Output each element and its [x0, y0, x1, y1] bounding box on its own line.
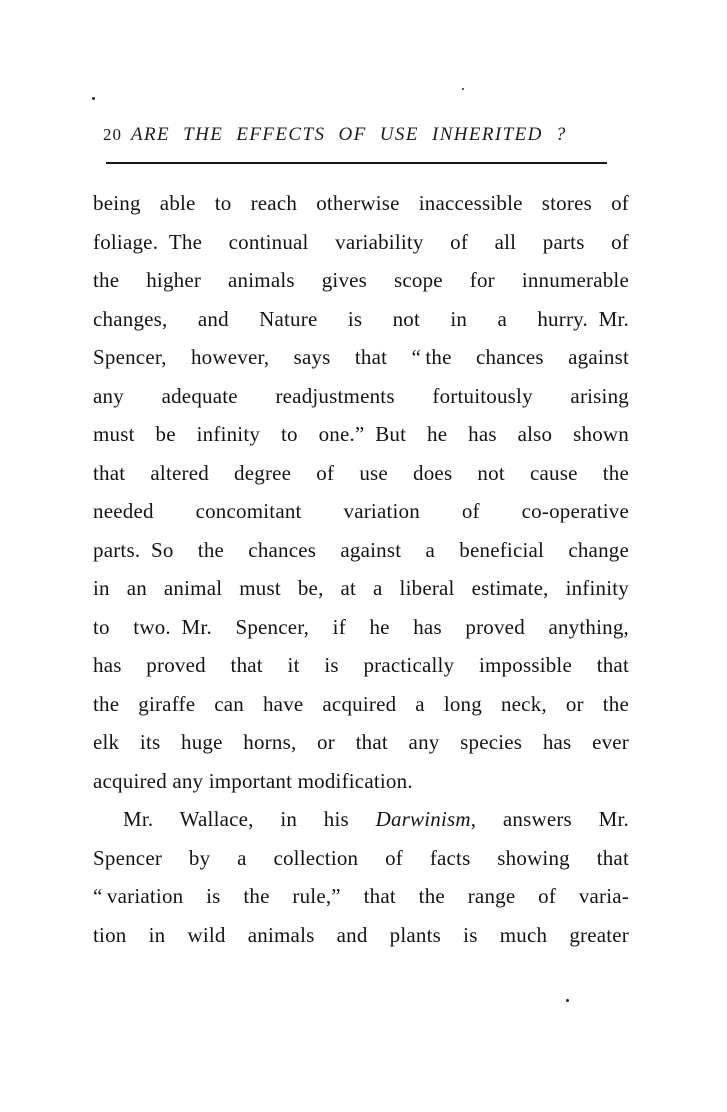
text-line: Mr. Wallace, in his Darwinism, answers Mr. [123, 807, 629, 831]
text-line: tion in wild animals and plants is much greater [93, 922, 629, 947]
text-line: elk its huge horns, or that any species has ever [93, 730, 629, 754]
text-line: any adequate readjustments fortuitously arising [93, 383, 629, 408]
text-line: parts. So the chances against a beneficial change [93, 537, 629, 562]
ink-speck [462, 88, 464, 90]
text-line: acquired any important modification. [93, 768, 413, 793]
page-number: 20 [103, 125, 122, 144]
text-line: needed concomitant variation of co-operative [93, 499, 629, 523]
text-line: has proved that it is practically impossible that [93, 653, 629, 677]
text-line: in an animal must be, at a liberal estimate, infinity [93, 576, 629, 600]
text-line: the higher animals gives scope for innumerable [93, 268, 629, 292]
ink-speck [92, 97, 95, 100]
text-line: “ variation is the rule,” that the range of varia- [93, 884, 629, 908]
text-line: foliage. The continual variability of all parts of [93, 229, 629, 254]
text-line: must be infinity to one.” But he has also shown [93, 422, 629, 446]
header-rule [106, 162, 607, 164]
text-line: Spencer, however, says that “ the chances against [93, 345, 629, 369]
text-line: being able to reach otherwise inaccessible stores of [93, 191, 629, 215]
text-line: that altered degree of use does not cause the [93, 460, 629, 485]
body-text [93, 184, 629, 954]
text-line: Spencer by a collection of facts showing that [93, 845, 629, 870]
text-line: the giraffe can have acquired a long neck, or the [93, 691, 629, 716]
running-title: ARE THE EFFECTS OF USE INHERITED ? [131, 124, 567, 145]
text-line: changes, and Nature is not in a hurry. Mr. [93, 306, 629, 331]
ink-speck [566, 999, 569, 1002]
running-header [103, 124, 608, 146]
text-line: to two. Mr. Spencer, if he has proved anything, [93, 614, 629, 639]
